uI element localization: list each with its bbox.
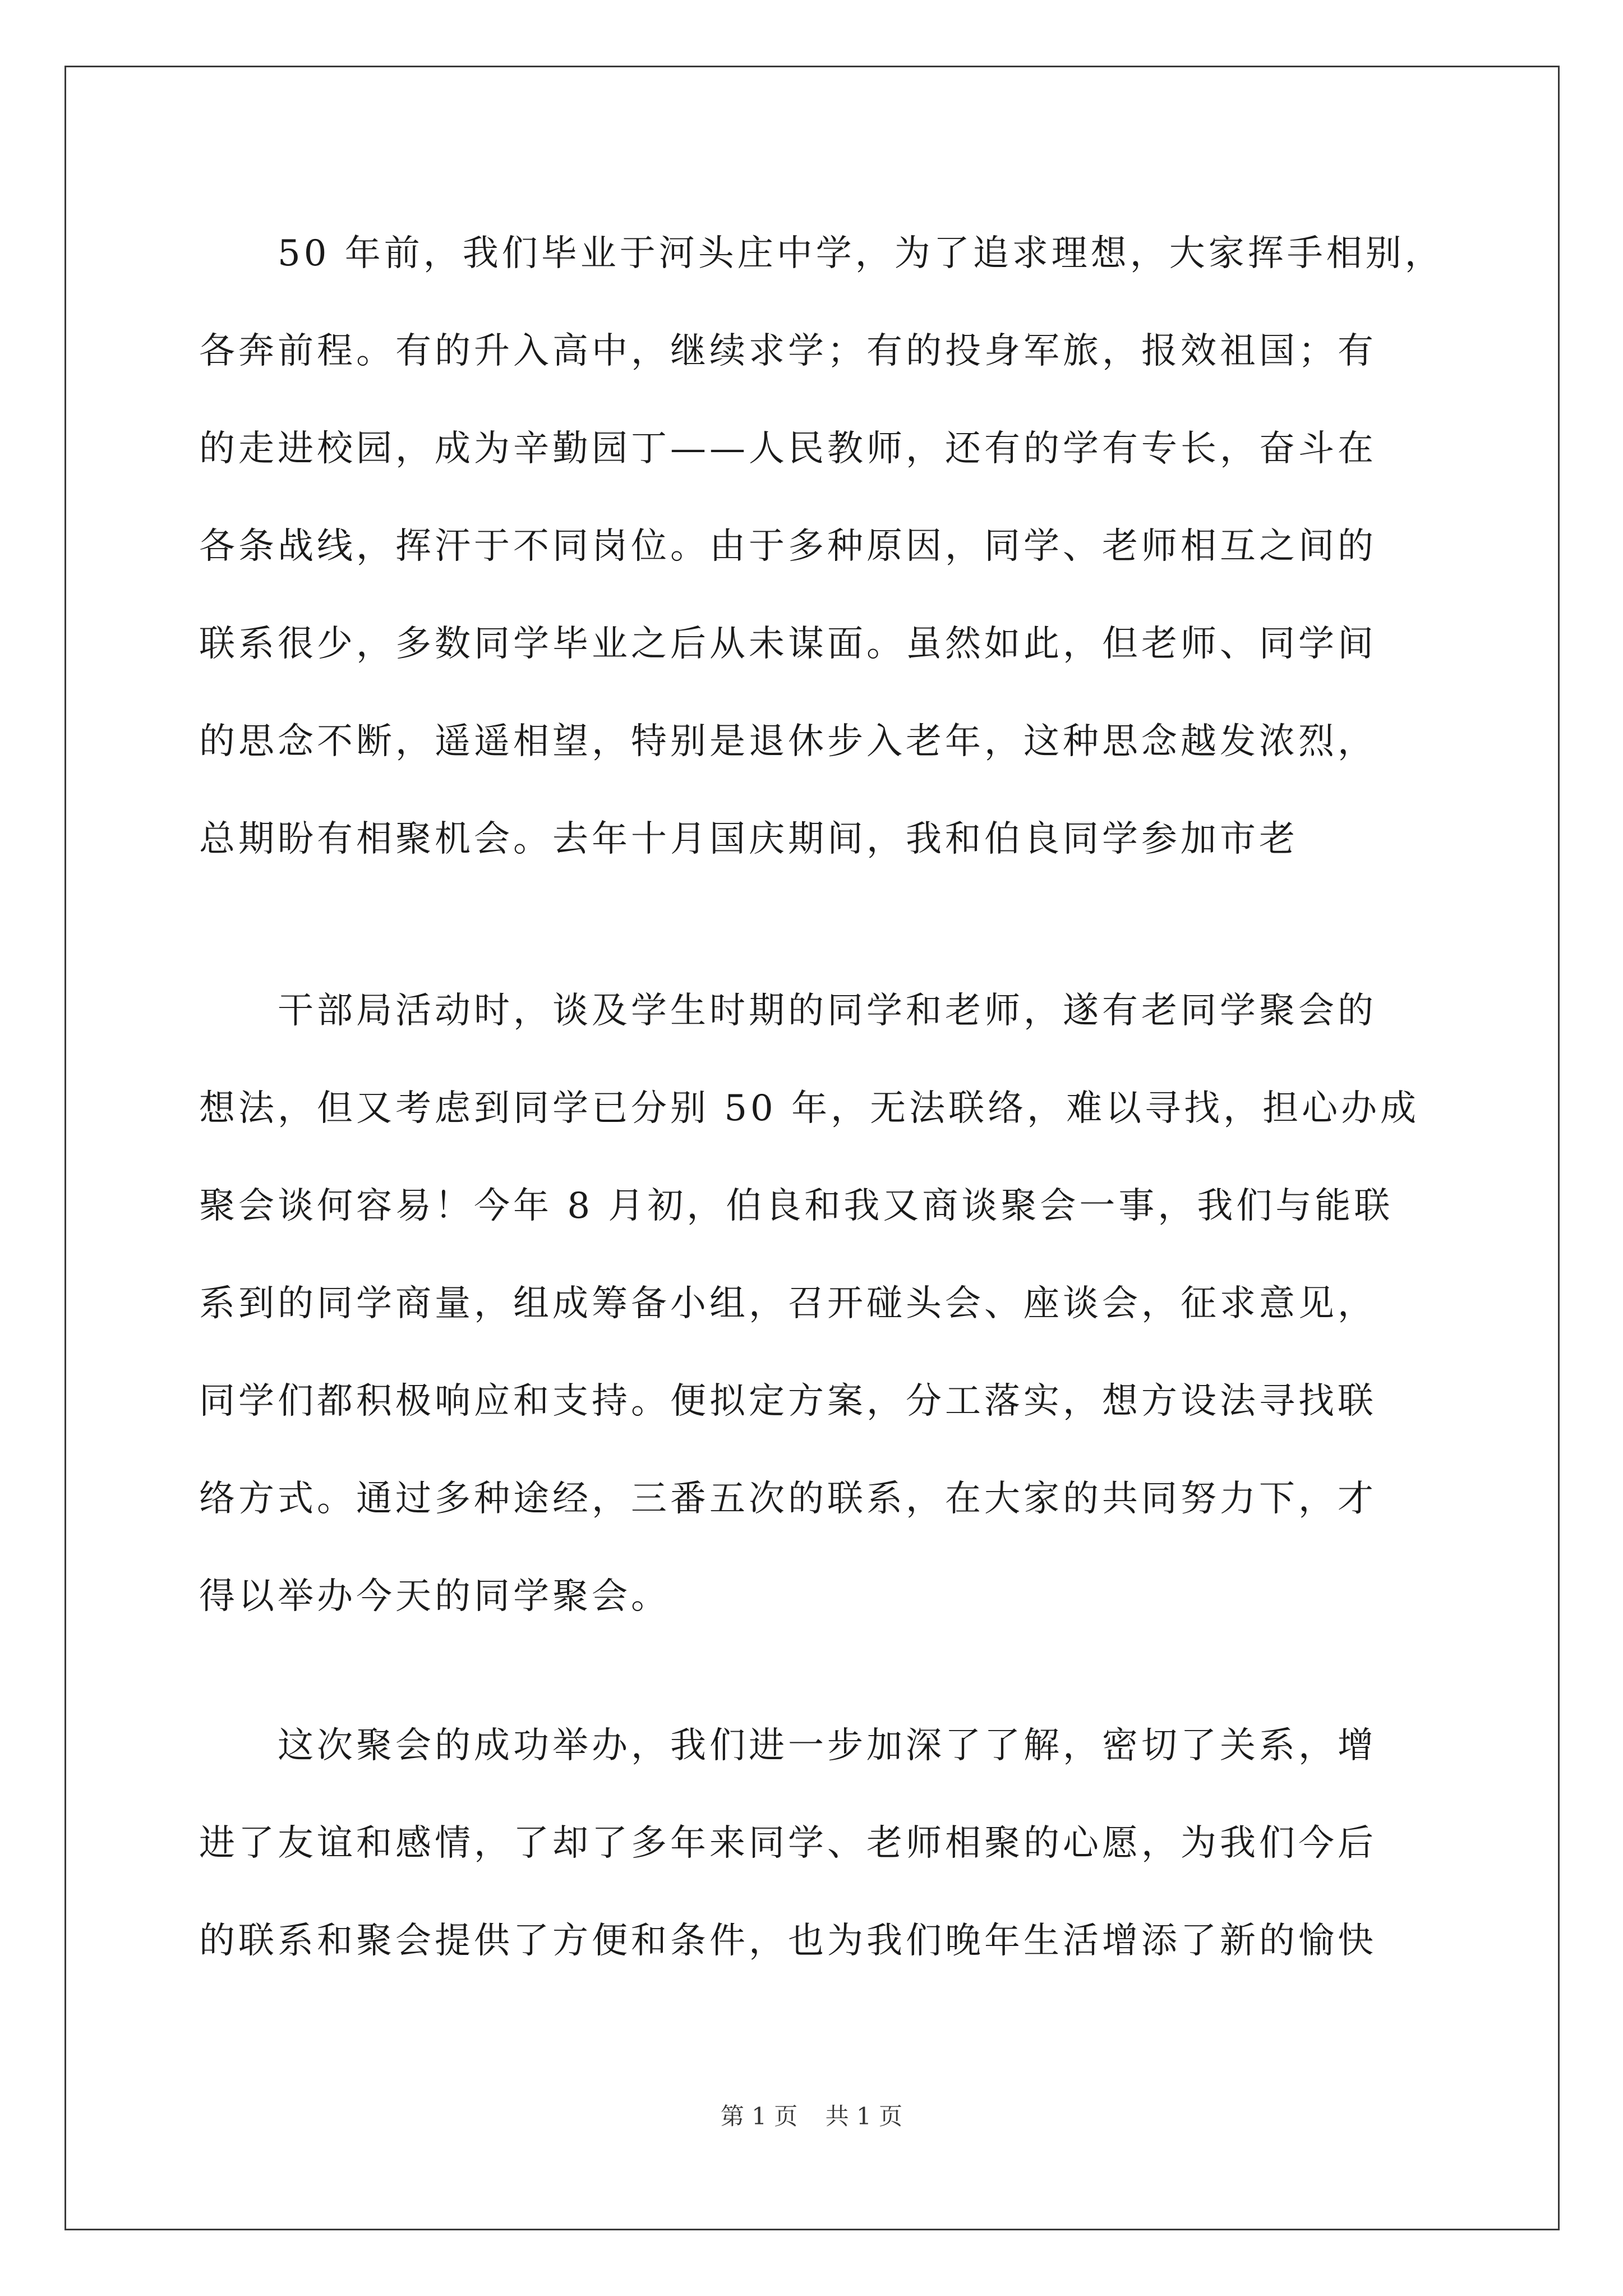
paragraph-line: 这次聚会的成功举办，我们进一步加深了了解，密切了关系，增: [278, 1725, 1377, 1766]
paragraph-line: 50 年前，我们毕业于河头庄中学，为了追求理想，大家挥手相别，: [278, 233, 1444, 274]
paragraph-line: 得以举办今天的同学聚会。: [199, 1576, 670, 1617]
paragraph-line: 系到的同学商量，组成筹备小组，召开碰头会、座谈会，征求意见，: [199, 1283, 1377, 1324]
paragraph-line: 各条战线，挥汗于不同岗位。由于多种原因，同学、老师相互之间的: [199, 526, 1377, 567]
paragraph-line: 进了友谊和感情，了却了多年来同学、老师相聚的心愿，为我们今后: [199, 1823, 1377, 1864]
paragraph-line: 同学们都积极响应和支持。便拟定方案，分工落实，想方设法寻找联: [199, 1381, 1377, 1422]
paragraph-line: 干部局活动时，谈及学生时期的同学和老师，遂有老同学聚会的: [278, 990, 1377, 1032]
paragraph-line: 的思念不断，遥遥相望，特别是退休步入老年，这种思念越发浓烈，: [199, 721, 1377, 762]
page-number: 第 1 页: [720, 2102, 798, 2130]
page-total: 共 1 页: [825, 2102, 903, 2130]
paragraph-1: [199, 205, 1444, 888]
paragraph-3: [199, 1697, 1433, 1990]
paragraph-2: [199, 962, 1433, 1645]
paragraph-line: 想法，但又考虑到同学已分别 50 年，无法联络，难以寻找，担心办成: [199, 1088, 1420, 1129]
paragraph-line: 络方式。通过多种途经，三番五次的联系，在大家的共同努力下，才: [199, 1478, 1377, 1520]
paragraph-line: 的联系和聚会提供了方便和条件，也为我们晚年生活增添了新的愉快: [199, 1920, 1377, 1962]
paragraph-line: 总期盼有相聚机会。去年十月国庆期间，我和伯良同学参加市老: [199, 818, 1298, 860]
paragraph-line: 的走进校园，成为辛勤园丁——人民教师，还有的学有专长，奋斗在: [199, 428, 1377, 470]
paragraph-line: 各奔前程。有的升入高中，继续求学；有的投身军旅，报效祖国；有: [199, 330, 1377, 372]
paragraph-line: 联系很少，多数同学毕业之后从未谋面。虽然如此，但老师、同学间: [199, 623, 1377, 665]
paragraph-line: 聚会谈何容易！今年 8 月初，伯良和我又商谈聚会一事，我们与能联: [199, 1185, 1394, 1227]
page-footer: [0, 2098, 1623, 2132]
